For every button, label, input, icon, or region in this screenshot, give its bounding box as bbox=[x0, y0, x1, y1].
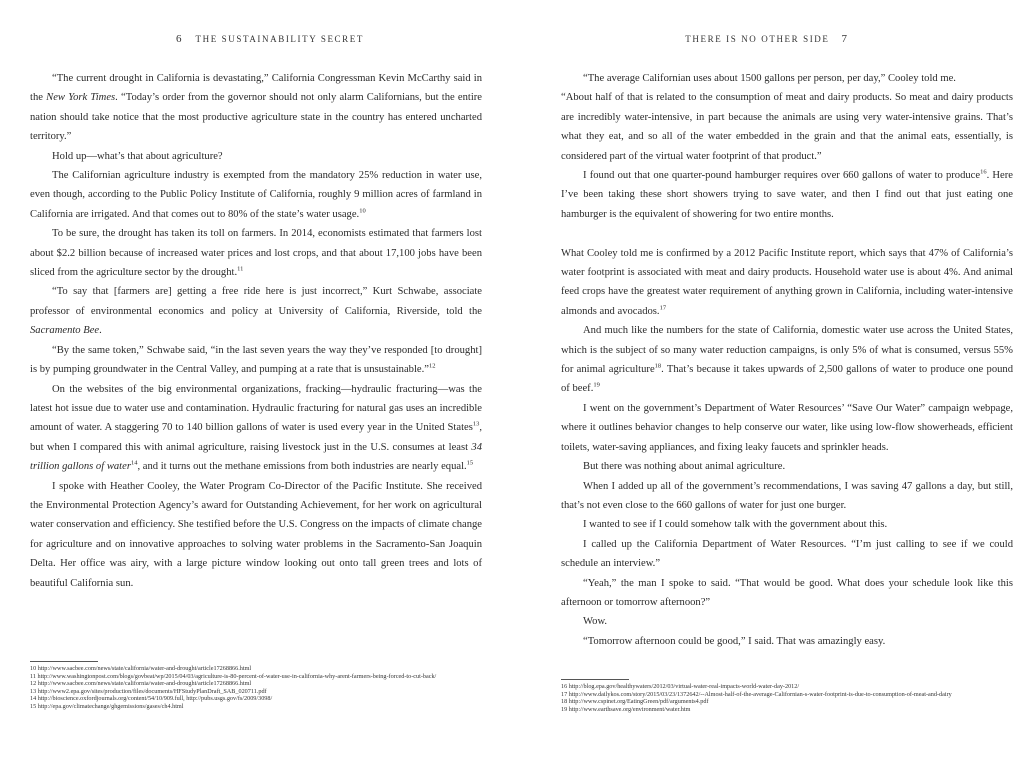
footnote-ref: 19 bbox=[593, 381, 600, 389]
paragraph: The Californian agriculture industry is exempted from the mandatory 25% reduction in water use, even though, according to the Public Policy Institute of California, roughly 9 million acres of farmland in California are irrigated. And that comes out to 80% of the state’s water usage.$^{10}$ bbox=[30, 170, 482, 220]
footnote: 16 http://blog.epa.gov/healthywaters/2012/03/virtual-water-real-impacts-world-water-day-2012/ bbox=[561, 683, 800, 690]
paragraph: “The average Californian uses about 1500 gallons per person, per day,” Cooley told me. bbox=[583, 73, 956, 84]
paragraph: “Tomorrow afternoon could be good,” I said. That was amazingly easy. bbox=[583, 635, 886, 647]
footnote: 15 http://epa.gov/climatechange/ghgemissions/gases/ch4.html bbox=[30, 702, 184, 710]
paragraph: And much like the numbers for the state of California, domestic water use across the United States, which is the subject of so many water reduction campaigns, is only 5% of what is consumed, versus 55% for animal agriculture$^{18}$. That’s because it takes upwards of 2,500 gallons of water to produce one pound of beef.$^{19}$ bbox=[561, 325, 1014, 395]
left-running-head-title: THE SUSTAINABILITY SECRET bbox=[195, 34, 364, 44]
paragraph: “To say that [farmers are] getting a free ride here is just incorrect,” Kurt Schwabe, associate professor of environmental economics and policy at University of California, Riverside, told the Sacramento Bee. bbox=[30, 286, 482, 337]
footnote-ref: 18 bbox=[654, 362, 662, 370]
footnote-ref: 17 bbox=[659, 304, 667, 312]
footnote-ref: 12 bbox=[428, 362, 436, 370]
footnote: 11 http://www.washingtonpost.com/blogs/govbeat/wp/2015/04/03/agriculture-is-80-percent-of-water-use-in-california-why-arent-farmers-being-forced-to-cut-back/ bbox=[30, 672, 437, 680]
paragraph: But there was nothing about animal agriculture. bbox=[583, 461, 786, 473]
right-running-head-title: THERE IS NO OTHER SIDE bbox=[685, 34, 830, 44]
footnote-ref: 10 bbox=[359, 207, 366, 215]
footnote-ref: 15 bbox=[466, 459, 474, 467]
footnote-ref: 11 bbox=[237, 265, 244, 273]
left-footnotes bbox=[30, 661, 482, 711]
footnote: 17 http://www.dailykos.com/story/2015/03/23/1372642/--Almost-half-of-the-average-Californian-s-water-footprint-is-due-to-consumption-of-meat-and-dairy bbox=[561, 690, 952, 698]
paragraph: Hold up—what’s that about agriculture? bbox=[52, 150, 223, 162]
footnote: 19 http://www.earthsave.org/environment/water.htm bbox=[561, 705, 691, 713]
left-page bbox=[30, 0, 482, 768]
footnote-rule bbox=[30, 661, 98, 662]
footnote: 12 http://www.sacbee.com/news/state/california/water-and-drought/article17268866.html bbox=[30, 680, 252, 688]
left-running-head bbox=[30, 33, 482, 45]
paragraph: Wow. bbox=[583, 616, 608, 628]
footnote-ref: 16 bbox=[980, 168, 987, 176]
right-running-head bbox=[561, 33, 1013, 45]
paragraph: “By the same token,” Schwabe said, “in the last seven years the way they’ve responded [to drought] is by pumping groundwater in the Central Valley, and pumping at a rate that is unsustainable.”$^{12}$ bbox=[30, 344, 482, 376]
right-page-number: 7 bbox=[841, 33, 847, 45]
paragraph: I called up the California Department of Water Resources. “I’m just calling to see if we could schedule an interview.” bbox=[561, 538, 1013, 570]
paragraph: I went on the government’s Department of Water Resources’ “Save Our Water” campaign webpage, where it outlines behavior changes to help conserve our water, like using low-flow showerheads, efficient toilets, water-saving appliances, and fixing leaky faucets and sprinkler heads. bbox=[561, 402, 1013, 453]
paragraph: When I added up all of the government’s recommendations, I was saving 47 gallons a day, but still, that’s not even close to the 660 gallons of water for just one burger. bbox=[561, 480, 1013, 511]
paragraph: “About half of that is related to the consumption of meat and dairy products. So meat and dairy products are incredibly water-intensive, in part because the animals are using very water-intensive grains. That’s what they eat, and so all of the water embedded in the grain and that the animal eats, essentially, is considered part of the virtual water footprint of that product.” bbox=[561, 92, 1013, 162]
footnote: 13 http://www2.epa.gov/sites/production/files/documents/HFStudyPlanDraft_SAB_020711.pdf bbox=[30, 687, 267, 695]
footnote: 10 http://www.sacbee.com/news/state/california/water-and-drought/article17268866.html bbox=[30, 665, 252, 672]
paragraph: “Yeah,” the man I spoke to said. “That would be good. What does your schedule look like this afternoon or tomorrow afternoon?” bbox=[561, 577, 1013, 608]
footnote: 18 http://www.cspinet.org/EatingGreen/pdf/arguments4.pdf bbox=[561, 698, 709, 706]
footnote: 14 http://bioscience.oxfordjournals.org/content/54/10/909.full, http://pubs.usgs.gov/fs/2009/3098/ bbox=[30, 695, 273, 703]
left-body-text bbox=[30, 69, 482, 593]
right-footnotes bbox=[561, 679, 1013, 713]
footnote-ref: 13 bbox=[472, 420, 480, 428]
footnote-ref: 14 bbox=[130, 459, 138, 467]
paragraph: I spoke with Heather Cooley, the Water Program Co-Director of the Pacific Institute. She received the Environmental Protection Agency’s award for Outstanding Achievement, for her work on agricultural water conservation and efficiency. She testified before the U.S. Congress on the impacts of climate change for agriculture and on innovative approaches to solving water problems in the Sacramento-San Joaquin Delta. Her office was airy, with a large picture window looking out onto tall green trees and lots of beautiful California sun. bbox=[30, 480, 482, 589]
paragraph: I wanted to see if I could somehow talk with the government about this. bbox=[583, 519, 888, 531]
paragraph: I found out that one quarter-pound hamburger requires over 660 gallons of water to produce$^{16}$. Here I’ve been taking these short showers trying to save water, and then I find out that just eating one hamburger is the equivalent of showering for two entire months. bbox=[561, 168, 1013, 220]
paragraph: To be sure, the drought has taken its toll on farmers. In 2014, economists estimated that farmers lost about $2.2 billion because of increased water prices and lost crops, and that about 17,100 jobs have been sliced from the agriculture sector by the drought.$^{11}$ bbox=[30, 228, 482, 279]
right-page bbox=[561, 0, 1013, 768]
paragraph: On the websites of the big environmental organizations, fracking—hydraulic fracturing—was the latest hot issue due to water use and contamination. Hydraulic fracturing for natural gas uses an incredible amount of water. A staggering 70 to 140 billion gallons of water is used every year in the United States$^{13}$, but when I compared this with animal agriculture, raising livestock just in the U.S. consumes at least 34 trillion gallons of water$^{14}$, and it turns out the methane emissions from both industries are nearly equal.$^{15}$ bbox=[30, 383, 482, 473]
right-body-text bbox=[561, 69, 1013, 651]
paragraph: What Cooley told me is confirmed by a 2012 Pacific Institute report, which says that 47% of California’s water footprint is associated with meat and dairy products. Household water use is about 4%. And animal feed crops have the greatest water requirement of anything grown in California, including water-intensive almonds and avocados.$^{17}$ bbox=[561, 247, 1013, 317]
left-page-number: 6 bbox=[176, 33, 182, 45]
paragraph: “The current drought in California is devastating,” California Congressman Kevin McCarthy said in the New York Times. “Today’s order from the governor should not only alarm Californians, but the entire nation should take notice that the most productive agriculture state in the country has entered uncharted territory.” bbox=[30, 73, 483, 143]
footnote-rule bbox=[561, 679, 629, 680]
